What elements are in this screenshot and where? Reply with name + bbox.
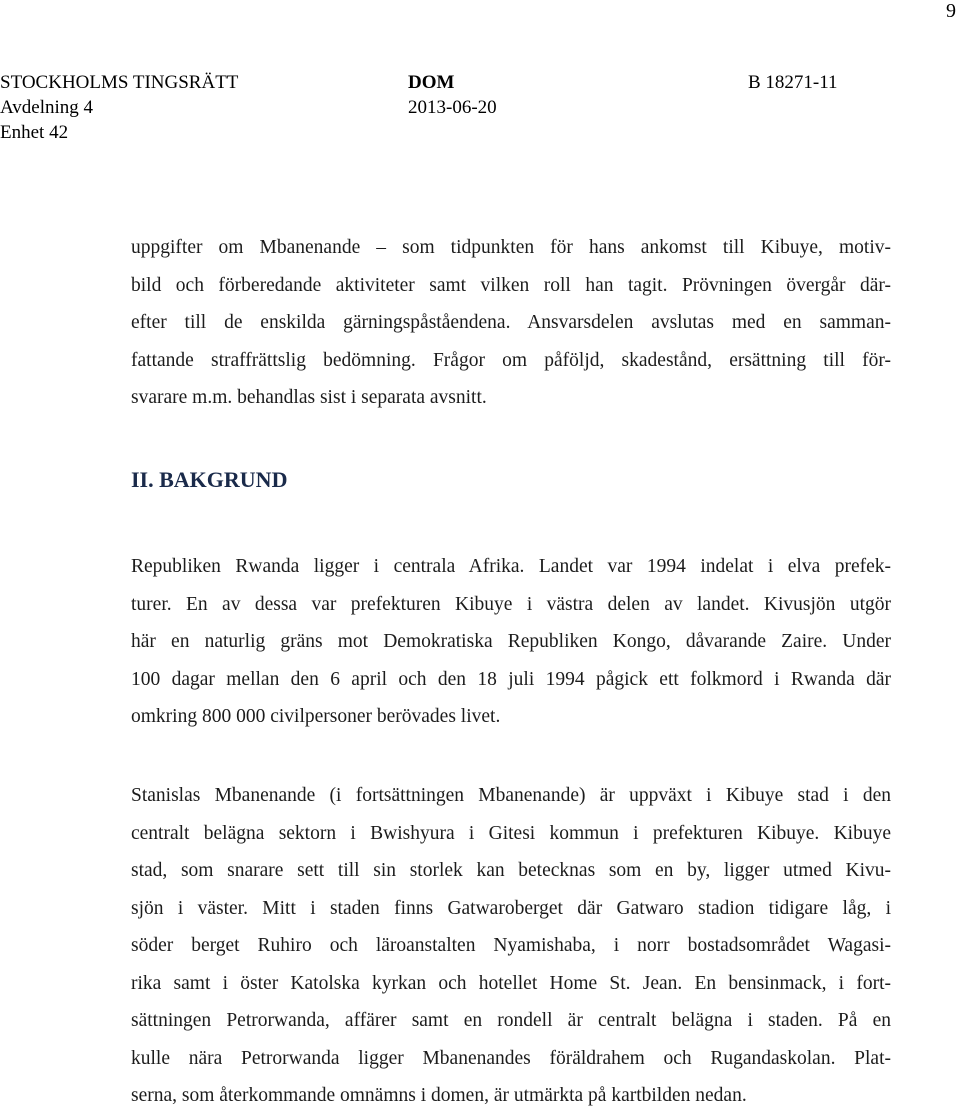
court-name: STOCKHOLMS TINGSRÄTT [0, 72, 239, 93]
page-number: 9 [946, 0, 956, 22]
section-heading: II. BAKGRUND [131, 467, 288, 492]
paragraph-line: sättningen Petrorwanda, affärer samt en rondell är centralt belägna i staden. På en [131, 1010, 891, 1031]
paragraph-line: söder berget Ruhiro och läroanstalten Nyamishaba, i norr bostadsområdet Wagasi- [131, 935, 891, 956]
paragraph-intro [131, 229, 891, 417]
paragraph-line: sjön i väster. Mitt i staden finns Gatwaroberget där Gatwaro stadion tidigare låg, i [131, 897, 891, 919]
header-case-info [748, 70, 838, 95]
paragraph-line: efter till de enskilda gärningspåståendena. Ansvarsdelen avslutas med en samman- [131, 312, 891, 333]
paragraph-line: svarare m.m. behandlas sist i separata avsnitt. [131, 387, 487, 408]
paragraph-kibuye [131, 777, 891, 1115]
paragraph-line: stad, som snarare sett till sin storlek kan betecknas som en by, ligger utmed Kivu- [131, 860, 891, 881]
division-name: Avdelning 4 [0, 97, 94, 118]
unit-name: Enhet 42 [0, 122, 69, 143]
paragraph-line: 100 dagar mellan den 6 april och den 18 juli 1994 pågick ett folkmord i Rwanda där [131, 668, 891, 690]
case-number: B 18271-11 [748, 72, 838, 93]
paragraph-line: fattande straffrättslig bedömning. Frågor om påföljd, skadestånd, ersättning till för- [131, 349, 891, 371]
paragraph-line: turer. En av dessa var prefekturen Kibuye i västra delen av landet. Kivusjön utgör [131, 593, 891, 615]
paragraph-line: Stanislas Mbanenande (i fortsättningen Mbanenande) är uppväxt i Kibuye stad i den [131, 785, 891, 806]
paragraph-line: serna, som återkommande omnämns i domen, är utmärkta på kartbilden nedan. [131, 1085, 747, 1106]
header-court-info [0, 70, 238, 145]
paragraph-line: omkring 800 000 civilpersoner berövades livet. [131, 706, 501, 727]
document-date: 2013-06-20 [408, 97, 497, 118]
paragraph-line: kulle nära Petrorwanda ligger Mbanenandes föräldrahem och Rugandaskolan. Plat- [131, 1047, 891, 1069]
paragraph-line: Republiken Rwanda ligger i centrala Afrika. Landet var 1994 indelat i elva prefek- [131, 556, 891, 577]
paragraph-background [131, 548, 891, 736]
document-type: DOM [408, 72, 455, 93]
paragraph-line: bild och förberedande aktiviteter samt vilken roll han tagit. Prövningen övergår där- [131, 274, 891, 296]
paragraph-line: här en naturlig gräns mot Demokratiska Republiken Kongo, dåvarande Zaire. Under [131, 631, 891, 652]
header-doc-info [408, 70, 497, 120]
paragraph-line: rika samt i öster Katolska kyrkan och hotellet Home St. Jean. En bensinmack, i fort- [131, 972, 891, 994]
paragraph-line: uppgifter om Mbanenande – som tidpunkten för hans ankomst till Kibuye, motiv- [131, 237, 891, 258]
paragraph-line: centralt belägna sektorn i Bwishyura i Gitesi kommun i prefekturen Kibuye. Kibuye [131, 822, 891, 844]
